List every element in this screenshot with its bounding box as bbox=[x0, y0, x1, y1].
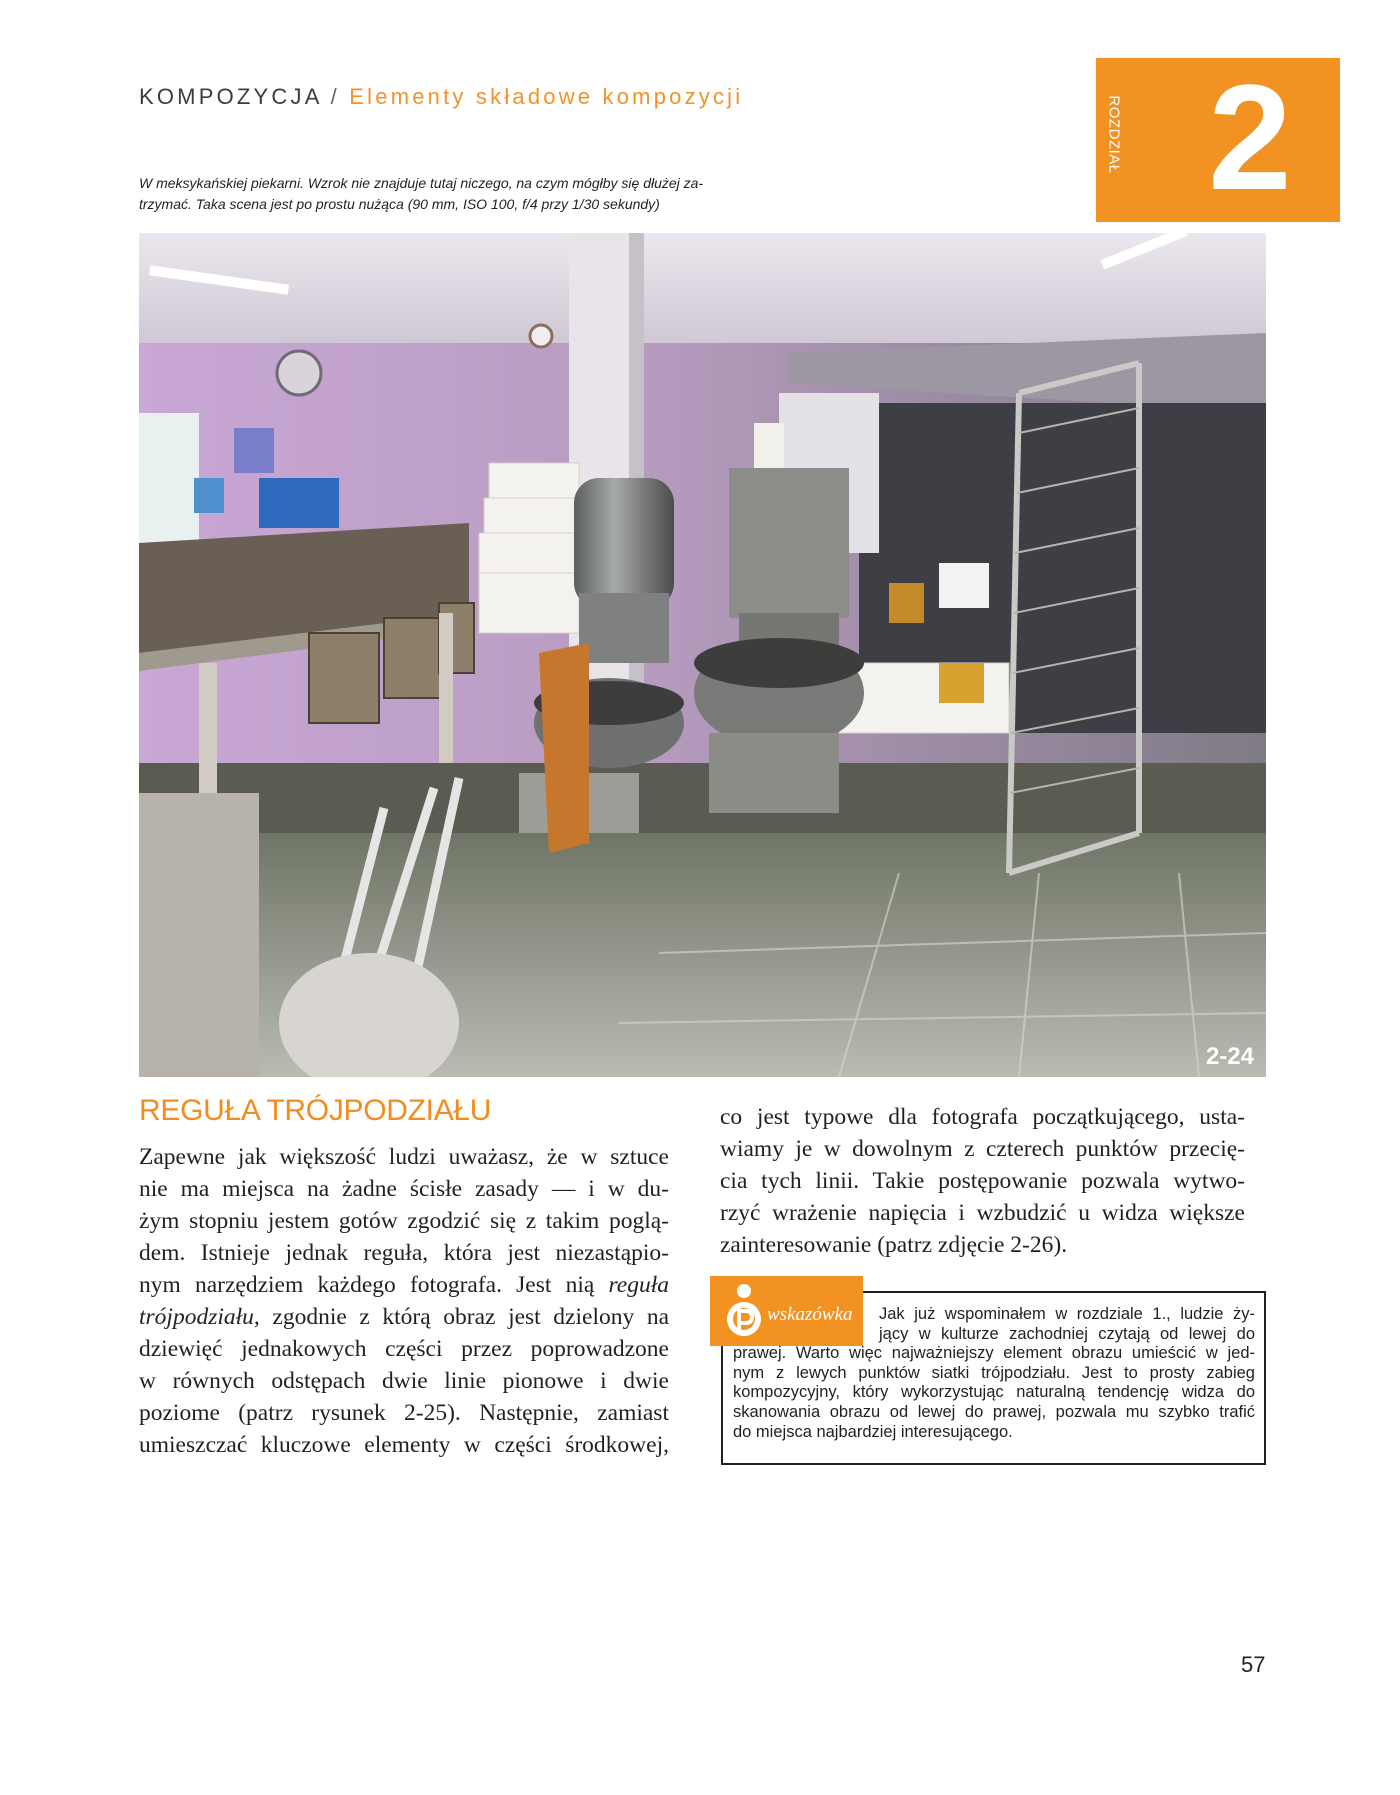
text-line bbox=[139, 1269, 669, 1301]
header-subsection: Elementy składowe kompozycji bbox=[349, 84, 744, 109]
emphasis-text: reguła bbox=[608, 1272, 669, 1298]
tip-line: skanowania obrazu od lewej do prawej, pozwala mu szybko trafić bbox=[733, 1402, 1255, 1421]
text-line: co jest typowe dla fotografa początkującego, usta- bbox=[720, 1104, 1245, 1130]
text-line: dem. Istnieje jednak reguła, która jest niezastąpio- bbox=[139, 1240, 669, 1266]
section-title: REGUŁA TRÓJPODZIAŁU bbox=[139, 1094, 492, 1127]
tip-line: kompozycyjny, który wykorzystując naturalną tendencję widza do bbox=[733, 1383, 1255, 1402]
tip-line: prawej. Warto więc najważniejszy element obrazu umieścić w jed- bbox=[733, 1344, 1255, 1363]
photo-caption bbox=[139, 173, 759, 215]
text-line: rzyć wrażenie napięcia i wzbudzić u widza większe bbox=[720, 1200, 1245, 1226]
text-line: Zapewne jak większość ludzi uważasz, że w sztuce bbox=[139, 1144, 669, 1170]
body-column-right bbox=[720, 1101, 1245, 1261]
body-column-left bbox=[139, 1141, 669, 1461]
running-header bbox=[139, 84, 743, 110]
text-run: , zgodnie z którą obraz jest dzielony na bbox=[253, 1304, 669, 1330]
tip-line: Jak już wspominałem w rozdziale 1., ludzie ży- bbox=[879, 1305, 1255, 1323]
tip-label: wskazówka bbox=[767, 1304, 853, 1325]
text-run: nym narzędziem każdego fotografa. Jest nią bbox=[139, 1272, 609, 1298]
tip-line: nym z lewych punktów siatki trójpodziału. Jest to prosty zabieg bbox=[733, 1363, 1255, 1382]
text-line: wiamy je w dowolnym z czterech punktów przecię- bbox=[720, 1136, 1245, 1162]
text-line: cia tych linii. Takie postępowanie pozwala wytwo- bbox=[720, 1168, 1245, 1194]
text-line bbox=[139, 1301, 669, 1333]
tip-line: jący w kulturze zachodniej czytają od lewej do bbox=[879, 1324, 1255, 1343]
chapter-number: 2 bbox=[1208, 53, 1292, 221]
tip-line: do miejsca najbardziej interesującego. bbox=[733, 1422, 1013, 1441]
header-section: KOMPOZYCJA bbox=[139, 84, 322, 109]
text-line: zainteresowanie (patrz zdjęcie 2-26). bbox=[720, 1232, 1068, 1258]
tip-text bbox=[733, 1305, 1255, 1442]
text-line: nie ma miejsca na żadne ścisłe zasady — i w du- bbox=[139, 1176, 669, 1202]
text-line: poziome (patrz rysunek 2-25). Następnie, zamiast bbox=[139, 1400, 669, 1426]
text-line: w równych odstępach dwie linie pionowe i dwie bbox=[139, 1368, 669, 1394]
text-line: dziewięć jednakowych części przez poprowadzone bbox=[139, 1336, 669, 1362]
caption-line: W meksykańskiej piekarni. Wzrok nie znajduje tutaj niczego, na czym mógłby się dłużej za- bbox=[139, 175, 704, 191]
chapter-label bbox=[1102, 78, 1126, 198]
chapter-label-text: ROZDZIAŁ bbox=[1105, 95, 1123, 174]
bakery-photo bbox=[139, 233, 1266, 1077]
text-line: umieszczać kluczowe elementy w części środkowej, bbox=[139, 1432, 669, 1458]
page-number: 57 bbox=[1241, 1652, 1266, 1677]
header-separator: / bbox=[321, 84, 350, 109]
caption-line: trzymać. Taka scena jest po prostu nużąca (90 mm, ISO 100, f/4 przy 1/30 sekundy) bbox=[139, 196, 660, 212]
text-line: żym stopniu jestem gotów zgodzić się z takim poglą- bbox=[139, 1208, 669, 1234]
emphasis-text: trójpodziału bbox=[139, 1304, 254, 1330]
figure-number: 2-24 bbox=[1205, 1043, 1254, 1070]
chapter-tab bbox=[1096, 53, 1340, 222]
bakery-photo-illustration bbox=[139, 233, 1266, 1077]
